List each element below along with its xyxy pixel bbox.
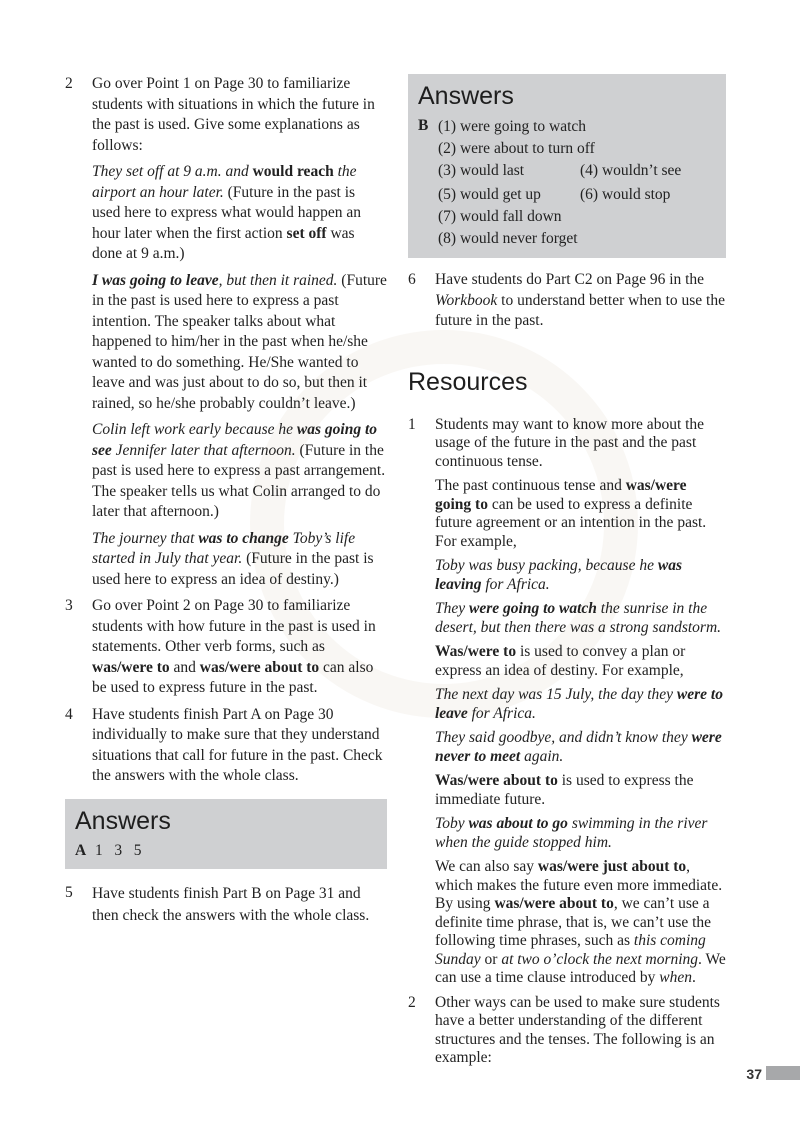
answers-box-b [408,74,726,258]
step-number: 4 [65,705,73,723]
step-2 [65,74,387,590]
step-number: 6 [408,271,416,288]
step-text: Have students finish Part A on Page 30 individually to make sure that they understand situations that call for future in the past. Check the answers with the whole class. [92,705,383,784]
resource-text: The past continuous tense and was/were going to can be used to express a definite future agreement or an intention in the past. For example, [435,477,707,550]
resource-2 [408,994,726,1068]
left-column [65,74,387,933]
answers-box-a [65,799,387,870]
step-text: Have students finish Part B on Page 31 and then check the answers with the whole class. [92,885,370,924]
resource-1 [408,416,726,988]
answers-row [75,841,377,862]
answer-letter: B [418,117,429,134]
step-text: Have students do Part C2 on Page 96 in the Workbook to understand better when to use the future in the past. [435,271,725,329]
answers-title: Answers [75,806,171,835]
answer-letter: A [75,841,87,859]
answer-6: (6) would stop [580,186,671,203]
resource-text: Was/were to is used to convey a plan or express an idea of destiny. For example, [435,643,686,679]
answer-8: (8) would never forget [438,230,578,247]
resource-example: They were going to watch the sunrise in the desert, but then there was a strong sandstorm. [435,600,722,636]
example-3: Colin left work early because he was going to see Jennifer later that afternoon. (Future in the past is used here to express a past arrangement. The speaker tells us what Colin arranged to do later that afternoon.) [92,421,386,520]
resource-text: Students may want to know more about the usage of the future in the past and the past continuous tense. [435,415,705,470]
page-number: 37 [746,1066,762,1082]
answer-list [438,116,716,250]
answers-title: Answers [418,82,514,110]
answer-values: 1 3 5 [95,841,142,859]
resource-text: We can also say was/were just about to, which makes the future even more immediate. By using was/were about to, we can’t use a definite time phrase, that is, we can’t use the following time phrases, such as this coming Sunday or at two o’clock the next morning. We can use a time clause introduced by when. [435,858,726,986]
answer-7: (7) would fall down [438,208,562,225]
answer-2: (2) were about to turn off [438,140,595,157]
step-number: 3 [65,597,73,614]
page-number-bar [766,1066,800,1080]
resource-text: Other ways can be used to make sure students have a better understanding of the different structures and the tenses. The following is an example: [435,993,720,1066]
step-4 [65,705,387,787]
answer-5: (5) would get up [438,186,541,203]
example-2: I was going to leave, but then it rained. (Future in the past is used here to express a past intention. The speaker talks about what happened to him/her in the past when he/she wanted to do something. He/She wanted to leave and was just about to do so, but then it rained, so he/she probably couldn’t leave.) [92,271,387,412]
example-4: The journey that was to change Toby’s life started in July that year. (Future in the past is used here to express an idea of destiny.) [92,529,374,588]
answer-4: (4) wouldn’t see [580,162,682,179]
answer-grid [438,160,716,206]
answer-3: (3) would last [438,162,525,179]
step-text: Go over Point 2 on Page 30 to familiarize students with how future in the past is used in statements. Other verb forms, such as was/were to and was/were about to can also be used to express future in the past. [92,597,376,696]
resource-example: They said goodbye, and didn’t know they were never to meet again. [435,729,722,765]
step-5 [65,883,387,927]
resource-number: 2 [408,993,416,1011]
resource-example: Toby was busy packing, because he was leaving for Africa. [435,557,682,593]
answer-1: (1) were going to watch [438,118,587,135]
example-1: They set off at 9 a.m. and would reach the airport an hour later. (Future in the past is used here to express what would happen an hour later when the first action set off was done at 9 a.m.) [92,163,362,262]
step-6 [408,270,726,332]
resource-number: 1 [408,415,416,433]
step-text: Go over Point 1 on Page 30 to familiarize students with situations in which the future in the past is used. Give some explanations as follows: [92,75,375,154]
resource-example: The next day was 15 July, the day they were to leave for Africa. [435,686,723,722]
step-number: 5 [65,884,73,901]
resources-heading: Resources [408,367,528,396]
resource-example: Toby was about to go swimming in the river when the guide stopped him. [435,815,708,851]
answers-row [418,116,716,250]
right-column [408,74,726,1074]
resource-text: Was/were about to is used to express the immediate future. [435,772,694,808]
step-3 [65,596,387,699]
step-number: 2 [65,75,73,92]
